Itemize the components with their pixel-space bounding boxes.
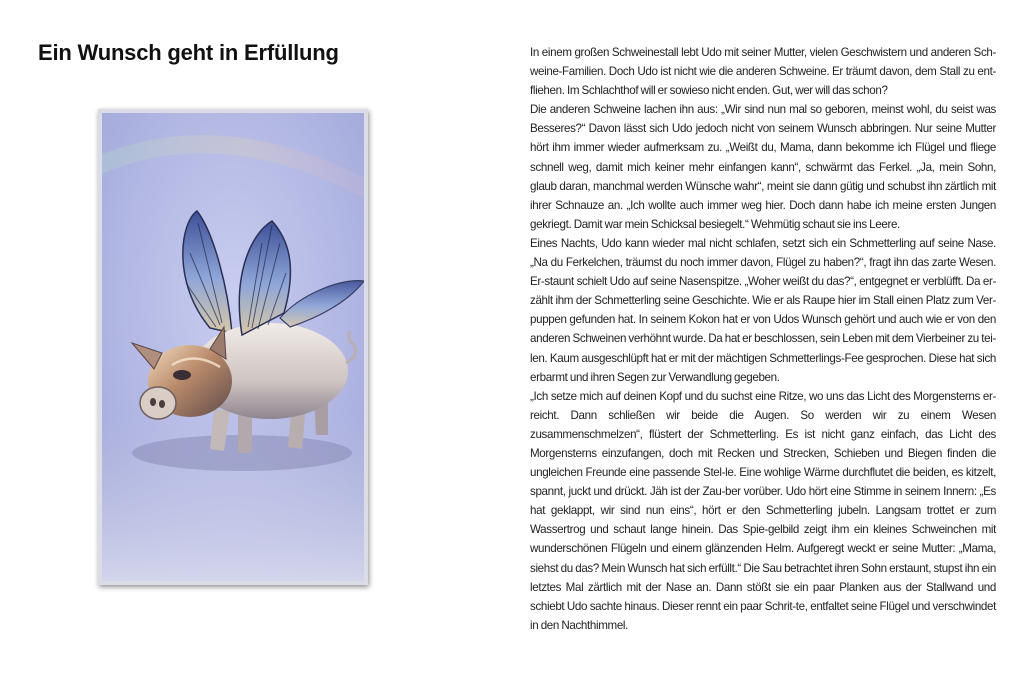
story-paragraph: „Ich setze mich auf deinen Kopf und du suchst eine Ritze, wo uns das Licht des Morgensterns er-reicht. Dann schließen wir beide die Augen. So werden wir zu einem Wesen zusammenschmelzen“, flüstert der Schmetterling. Es ist nicht ganz einfach, das Licht des Morgensterns einzufangen, doch mit Recken und Strecken, Schieben und Biegen finden die ungleichen Freunde eine passende Stel-le. Eine wohlige Wärme durchflutet die beiden, es kitzelt, spannt, juckt und drückt. Jäh ist der Zau-ber vorüber. Udo hört eine Stimme in seinem Innern: „Es hat geklappt, wir sind nun eins“, hört er den Schmetterling jubeln. Langsam trottet er zum Wassertrog und schaut lange hinein. Das Spie-gelbild zeigt ihm ein kleines Schweinchen mit wunderschönen Flügeln und einem glänzenden Helm. Aufgeregt weckt er seine Mutter: „Mama, siehst du das? Mein Wunsch hat sich erfüllt.“ Die Sau betrachtet ihren Sohn erstaunt, stupst ihn ein letztes Mal zärtlich mit der Nase an. Dann stößt sie ein paar Planken aus der Stallwand und schiebt Udo sachte hinaus. Dieser rennt ein paar Schrit-te, entfaltet seine Flügel und verschwindet in den Nachthimmel. [530,389,996,632]
story-paragraph: Die anderen Schweine lachen ihn aus: „Wir sind nun mal so geboren, meinst wohl, du seist was Besseres?“ Davon lässt sich Udo jedoch nicht von seinem Wunsch abbringen. Nur seine Mutter hört ihm immer wieder aufmerksam zu. „Weißt du, Mama, dann bekomme ich Flügel und fliege schnell weg, damit mich keiner mehr einfangen kann“, schwärmt das Ferkel. „Ja, mein Sohn, glaub daran, manchmal werden Wünsche wahr“, meint sie dann gütig und schubst ihn zärtlich mit ihrer Schnauze an. „Ich wollte auch immer weg hier. Doch dann habe ich meine ersten Jungen gekriegt. Damit war mein Schicksal besiegelt.“ Wehmütig schaut sie ins Leere. [530,103,996,231]
story-paragraph: In einem großen Schweinestall lebt Udo mit seiner Mutter, vielen Geschwistern und anderen Sch-weine-Familien. Doch Udo ist nicht wie die anderen Schweine. Er träumt davon, dem Stall zu ent-fliehen. Im Schlachthof will er sowieso nicht enden. Gut, wer will das schon? [530,46,996,98]
winged-pig-illustration [102,113,364,581]
page-title: Ein Wunsch geht in Erfüllung [38,40,339,65]
story-paragraph: Eines Nachts, Udo kann wieder mal nicht schlafen, setzt sich ein Schmetterling auf seine Nase. „Na du Ferkelchen, träumst du noch immer davon, Flügel zu haben?“, fragt ihn das zarte Wesen. Er-staunt schielt Udo auf seine Nasenspitze. „Woher weißt du das?“, entgegnet er verblüfft. Da er-zählt ihm der Schmetterling seine Geschichte. Wie er als Raupe hier im Stall einen Platz zum Ver-puppen gefunden hat. In seinem Kokon hat er von Udos Wunsch gehört und auch wie er von den anderen Schweinen verhöhnt wurde. Da hat er beschlossen, sein Leben mit dem Vierbeiner zu tei-len. Kaum ausgeschlüpft hat er mit der mächtigen Schmetterlings-Fee gesprochen. Diese hat sich erbarmt und ihren Segen zur Verwandlung gegeben. [530,236,996,384]
story-illustration [98,109,368,585]
story-text [530,43,996,635]
